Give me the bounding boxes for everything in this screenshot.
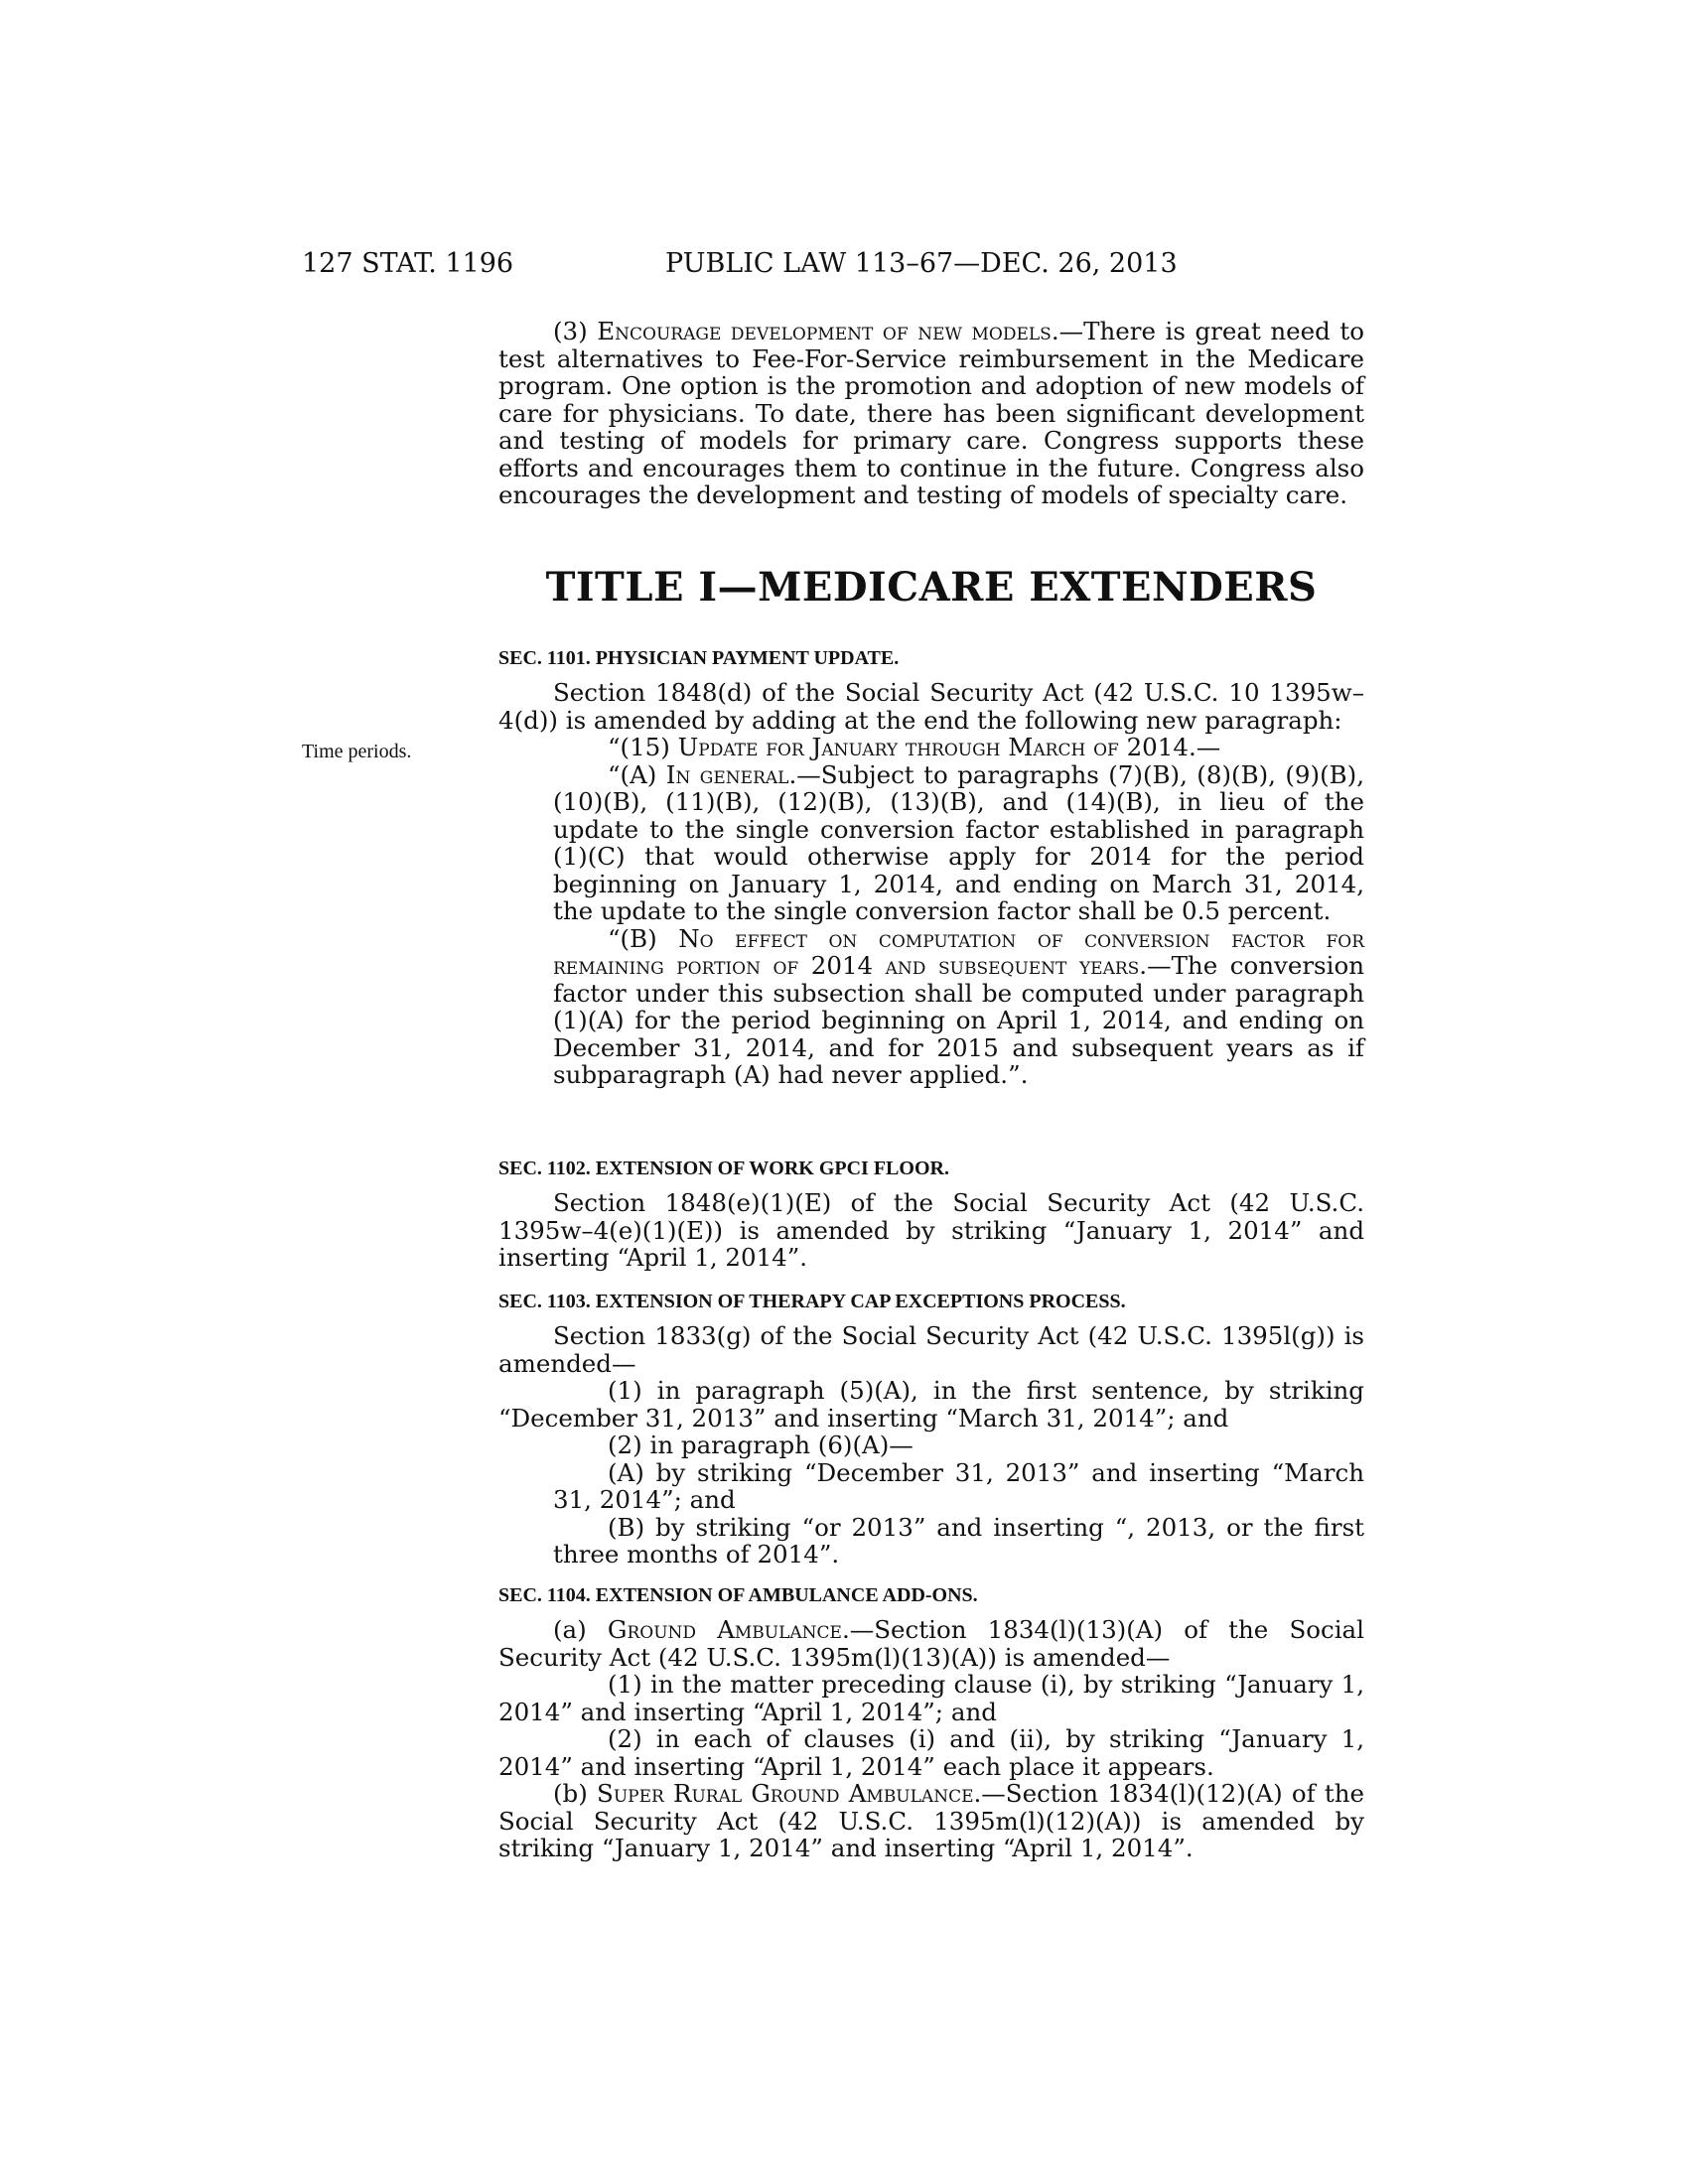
intro-heading: (3) Encourage development of new models. (553, 317, 1059, 345)
section-heading-1101: SEC. 1101. PHYSICIAN PAYMENT UPDATE. (498, 647, 900, 669)
sec1103-para-4: (A) by striking “December 31, 2013” and inserting “March 31, 2014”; and (553, 1457, 1364, 1514)
section-heading-1102: SEC. 1102. EXTENSION OF WORK GPCI FLOOR. (498, 1158, 949, 1179)
section-1103-body (498, 1322, 1364, 1569)
sec1103-para-5: (B) by striking “or 2013” and inserting “, 2013, or the first three months of 2014”. (553, 1512, 1364, 1569)
section-1102-body (498, 1189, 1364, 1272)
running-header: PUBLIC LAW 113–67—DEC. 26, 2013 (665, 248, 1178, 279)
section-1104-body (498, 1616, 1364, 1862)
sec1103-para-2: (1) in paragraph (5)(A), in the first sentence, by striking “December 31, 2013” and inserting “March 31, 2014”; and (498, 1376, 1364, 1433)
sec1104-para-b: (b) Super Rural Ground Ambulance.—Section 1834(l)(12)(A) of the Social Security Act (42 U.S.C. 1395m(l)(12)(A)) is amended by striking “January 1, 2014” and inserting “April 1, 2014”. (498, 1779, 1365, 1862)
sec1104-para-1: (1) in the matter preceding clause (i), by striking “January 1, 2014” and inserting “April 1, 2014”; and (498, 1670, 1364, 1726)
section-heading-1103: SEC. 1103. EXTENSION OF THERAPY CAP EXCEPTIONS PROCESS. (498, 1291, 1126, 1312)
margin-note: Time periods. (302, 741, 412, 762)
sec1103-para-3: (2) in paragraph (6)(A)— (608, 1431, 914, 1459)
title-heading: TITLE I—MEDICARE EXTENDERS (545, 564, 1318, 611)
intro-paragraph (498, 318, 1364, 509)
sec1102-para-1: Section 1848(e)(1)(E) of the Social Security Act (42 U.S.C. 1395w–4(e)(1)(E)) is amended by striking “January 1, 2014” and inserting “April 1, 2014”. (498, 1188, 1364, 1272)
sec1103-para-1: Section 1833(g) of the Social Security Act (42 U.S.C. 1395l(g)) is amended— (498, 1321, 1364, 1378)
section-1101-body (498, 679, 1364, 1089)
sec1101-para-B: “(B) No effect on computation of conversion factor for remaining portion of 2014 and subsequent years.—The conversion factor under this subsection shall be computed under paragraph (1)(A) for the period beginning on April 1, 2014, and ending on December 31, 2014, and for 2015 and subsequent years as if subparagraph (A) had never applied.”. (553, 923, 1364, 1089)
sec1101-para-1: Section 1848(d) of the Social Security Act (42 U.S.C. 10 1395w–4(d)) is amended by adding at the end the following new paragraph: (498, 678, 1364, 735)
intro-text: —There is great need to test alternatives to Fee-For-Service reimbursement in the Medicare program. One option is the promotion and adoption of new models of care for physicians. To date, there has been significant development and testing of models for primary care. Congress supports these efforts and encourages them to continue in the future. Congress also encourages the development and testing of models of specialty care. (498, 317, 1365, 509)
sec1104-para-a: (a) Ground Ambulance.—Section 1834(l)(13)(A) of the Social Security Act (42 U.S.C. 1395m(l)(13)(A)) is amended— (498, 1615, 1365, 1672)
page-stat-number: 127 STAT. 1196 (302, 248, 514, 279)
section-heading-1104: SEC. 1104. EXTENSION OF AMBULANCE ADD-ONS. (498, 1584, 978, 1606)
sec1101-para-15: “(15) Update for January through March of 2014.— (608, 733, 1221, 761)
sec1104-para-2: (2) in each of clauses (i) and (ii), by striking “January 1, 2014” and inserting “April 1, 2014” each place it appears. (498, 1724, 1364, 1781)
sec1101-para-A: “(A) In general.—Subject to paragraphs (7)(B), (8)(B), (9)(B), (10)(B), (11)(B), (12)(B), (13)(B), and (14)(B), in lieu of the update to the single conversion factor established in paragraph (1)(C) that would otherwise apply for 2014 for the period beginning on January 1, 2014, and ending on March 31, 2014, the update to the single conversion factor shall be 0.5 percent. (553, 759, 1364, 925)
